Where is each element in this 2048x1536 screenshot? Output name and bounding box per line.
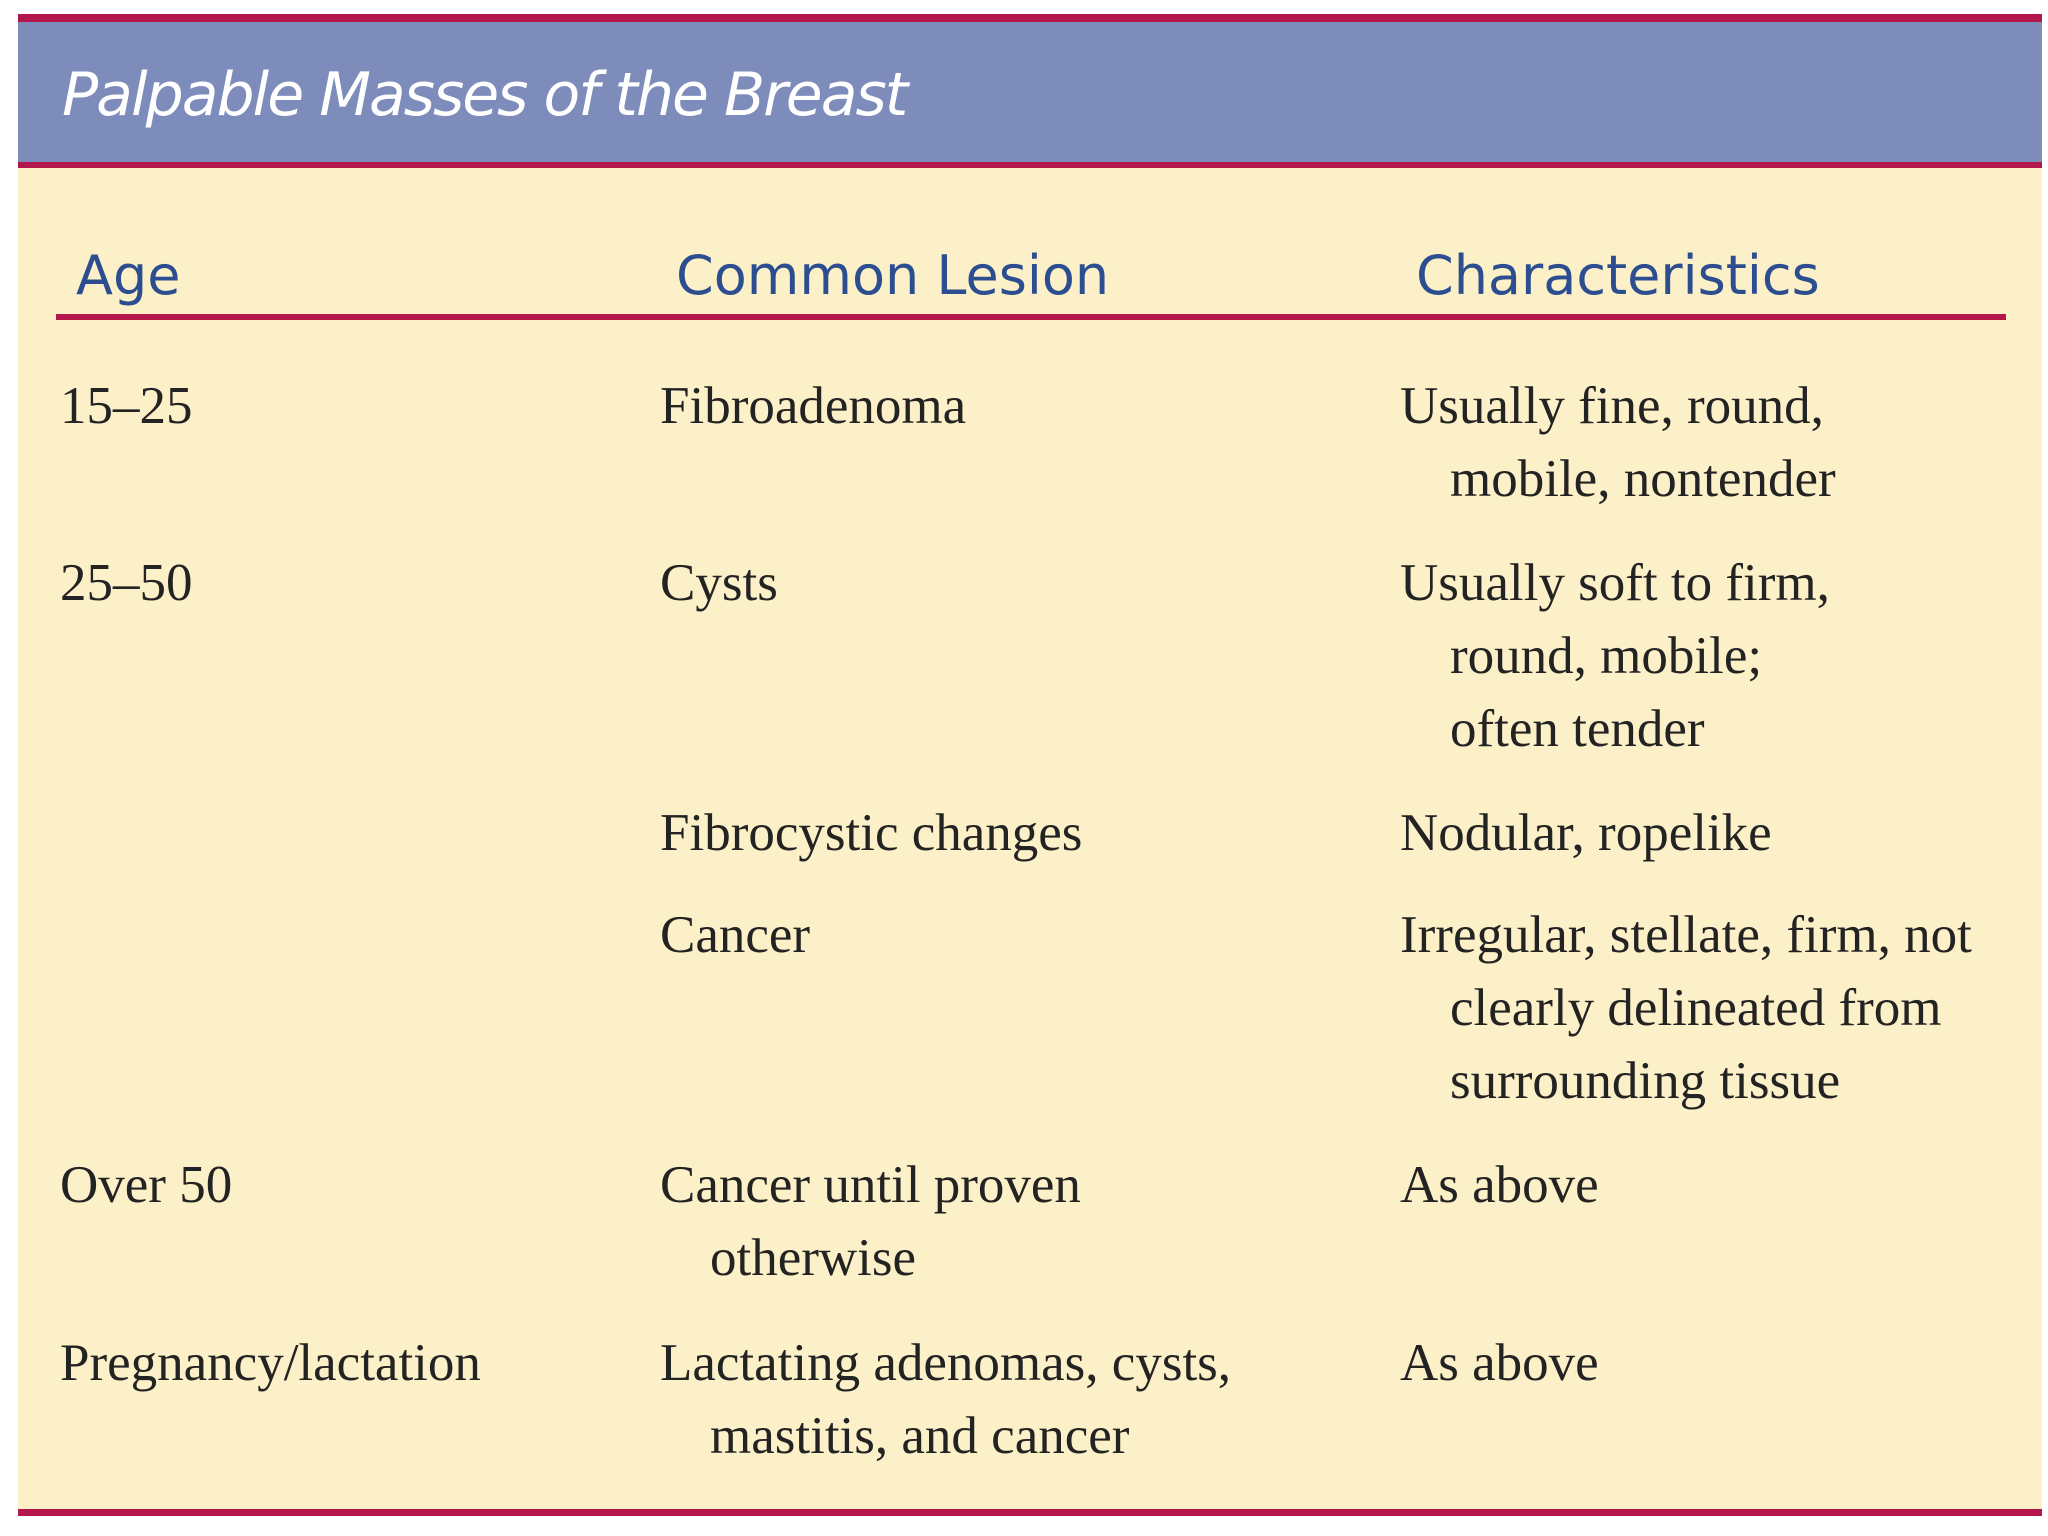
characteristics-line: clearly delineated from bbox=[1450, 979, 1942, 1037]
characteristics-line: As above bbox=[1400, 1156, 1599, 1214]
lesion-line: Fibrocystic changes bbox=[660, 804, 1083, 862]
characteristics-line: Irregular, stellate, firm, not bbox=[1400, 906, 1972, 964]
title-bar bbox=[18, 22, 2042, 168]
lesion-line: Fibroadenoma bbox=[660, 377, 967, 435]
lesion-cell bbox=[660, 797, 1082, 870]
age-cell: 25–50 bbox=[60, 554, 193, 612]
characteristics-line: As above bbox=[1400, 1334, 1599, 1392]
lesion-line: Cysts bbox=[660, 554, 778, 612]
characteristics-line: Usually fine, round, bbox=[1400, 377, 1824, 435]
lesion-cell bbox=[660, 1327, 1231, 1473]
lesion-cell bbox=[660, 547, 778, 620]
age-cell: 15–25 bbox=[60, 377, 193, 435]
lesion-line: otherwise bbox=[710, 1229, 917, 1287]
lesion-line: Cancer bbox=[660, 906, 811, 964]
table-panel bbox=[18, 14, 2042, 1516]
characteristics-cell bbox=[1400, 797, 1772, 870]
age-cell: Over 50 bbox=[60, 1156, 233, 1214]
characteristics-line: often tender bbox=[1450, 700, 1705, 758]
table-title: Palpable Masses of the Breast bbox=[62, 60, 907, 130]
characteristics-cell bbox=[1400, 899, 1972, 1118]
column-header-characteristics: Characteristics bbox=[1416, 244, 1820, 307]
table-header-row bbox=[56, 224, 2006, 320]
characteristics-cell bbox=[1400, 547, 1830, 766]
characteristics-cell bbox=[1400, 370, 1836, 516]
lesion-line: Cancer until proven bbox=[660, 1156, 1081, 1214]
lesion-line: Lactating adenomas, cysts, bbox=[660, 1334, 1232, 1392]
column-header-lesion: Common Lesion bbox=[676, 244, 1110, 307]
lesion-cell bbox=[660, 899, 810, 972]
characteristics-cell bbox=[1400, 1327, 1599, 1400]
characteristics-line: surrounding tissue bbox=[1450, 1052, 1841, 1110]
lesion-cell bbox=[660, 370, 966, 443]
characteristics-line: mobile, nontender bbox=[1450, 450, 1836, 508]
characteristics-cell bbox=[1400, 1149, 1599, 1222]
column-header-age: Age bbox=[76, 244, 181, 307]
characteristics-line: round, mobile; bbox=[1450, 627, 1763, 685]
characteristics-line: Nodular, ropelike bbox=[1400, 804, 1772, 862]
characteristics-line: Usually soft to firm, bbox=[1400, 554, 1830, 612]
lesion-line: mastitis, and cancer bbox=[710, 1407, 1130, 1465]
lesion-cell bbox=[660, 1149, 1081, 1295]
age-cell: Pregnancy/lactation bbox=[60, 1334, 481, 1392]
